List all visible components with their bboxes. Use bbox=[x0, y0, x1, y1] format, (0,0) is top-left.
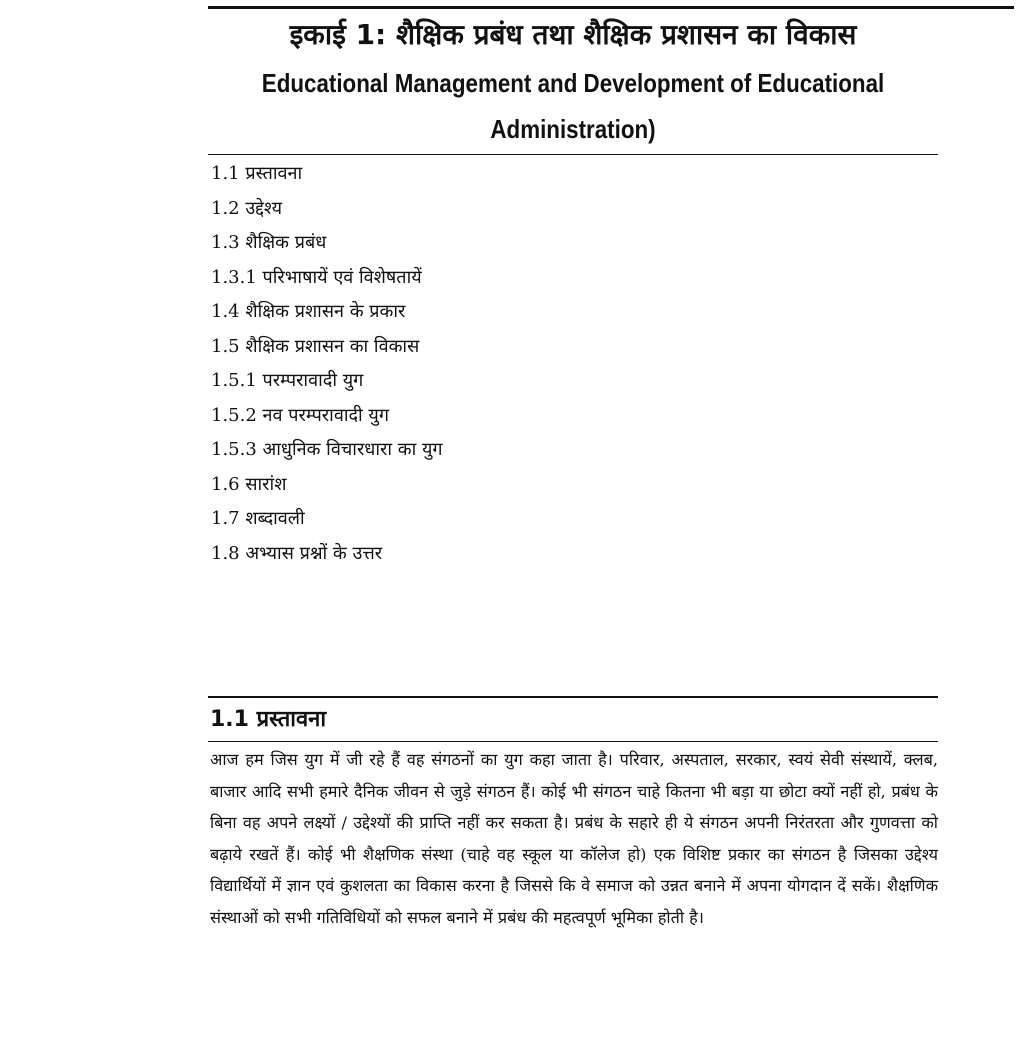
section-paragraph: आज हम जिस युग में जी रहे हैं वह संगठनों का युग कहा जाता है। परिवार, अस्पताल, सरकार, स्वयं सेवी संस्थायें, क्लब, बाजार आदि सभी हमारे दैनिक जीवन से जुड़े संगठन हैं। कोई भी संगठन चाहे कितना भी बड़ा या छोटा क्यों नहीं हो, प्रबंध के बिना वह अपने लक्ष्यों / उद्देश्यों की प्राप्ति नहीं कर सकता है। प्रबंध के सहारे ही ये संगठन अपनी निरंतरता और गुणवत्ता को बढ़ाये रखतें हैं। कोई भी शैक्षणिक संस्था (चाहे वह स्कूल या कॉलेज हो) एक विशिष्ट प्रकार का संगठन है जिसका उद्देश्य विद्यार्थियों में ज्ञान एवं कुशलता का विकास करना है जिससे कि वे समाज को उन्नत बनाने में अपना योगदान दें सकें। शैक्षणिक संस्थाओं को सभी गतिविधियों को सफल बनाने में प्रबंध की महत्वपूर्ण भूमिका होती है। bbox=[210, 750, 938, 927]
contents-item: 1.5.1 परम्परावादी युग bbox=[211, 370, 364, 391]
contents-item: 1.6 सारांश bbox=[211, 473, 287, 495]
contents-item: 1.8 अभ्यास प्रश्नों के उत्तर bbox=[211, 542, 383, 564]
contents-item: 1.3.1 परिभाषायें एवं विशेषतायें bbox=[211, 266, 422, 288]
contents-item: 1.5.2 नव परम्परावादी युग bbox=[211, 404, 390, 426]
contents-item: 1.5.3 आधुनिक विचारधारा का युग bbox=[211, 439, 443, 460]
title-divider bbox=[208, 154, 938, 155]
contents-item: 1.1 प्रस्तावना bbox=[211, 163, 303, 184]
contents-item: 1.2 उद्देश्य bbox=[211, 197, 283, 219]
top-rule bbox=[208, 6, 1014, 9]
contents-item: 1.7 शब्दावली bbox=[211, 508, 305, 529]
unit-title-english: Educational Management and Development of Educational Administration) bbox=[261, 68, 885, 144]
unit-title-hindi: इकाई 1: शैक्षिक प्रबंध तथा शैक्षिक प्रशासन का विकास bbox=[289, 18, 857, 51]
contents-item: 1.3 शैक्षिक प्रबंध bbox=[211, 232, 327, 253]
section-heading-divider bbox=[208, 741, 938, 742]
unit-title-block bbox=[208, 12, 938, 152]
contents-item: 1.5 शैक्षिक प्रशासन का विकास bbox=[211, 335, 420, 357]
section-heading: 1.1 प्रस्तावना bbox=[210, 707, 327, 732]
table-of-contents bbox=[211, 157, 931, 571]
section-top-rule bbox=[208, 696, 938, 698]
contents-item: 1.4 शैक्षिक प्रशासन के प्रकार bbox=[211, 301, 406, 322]
